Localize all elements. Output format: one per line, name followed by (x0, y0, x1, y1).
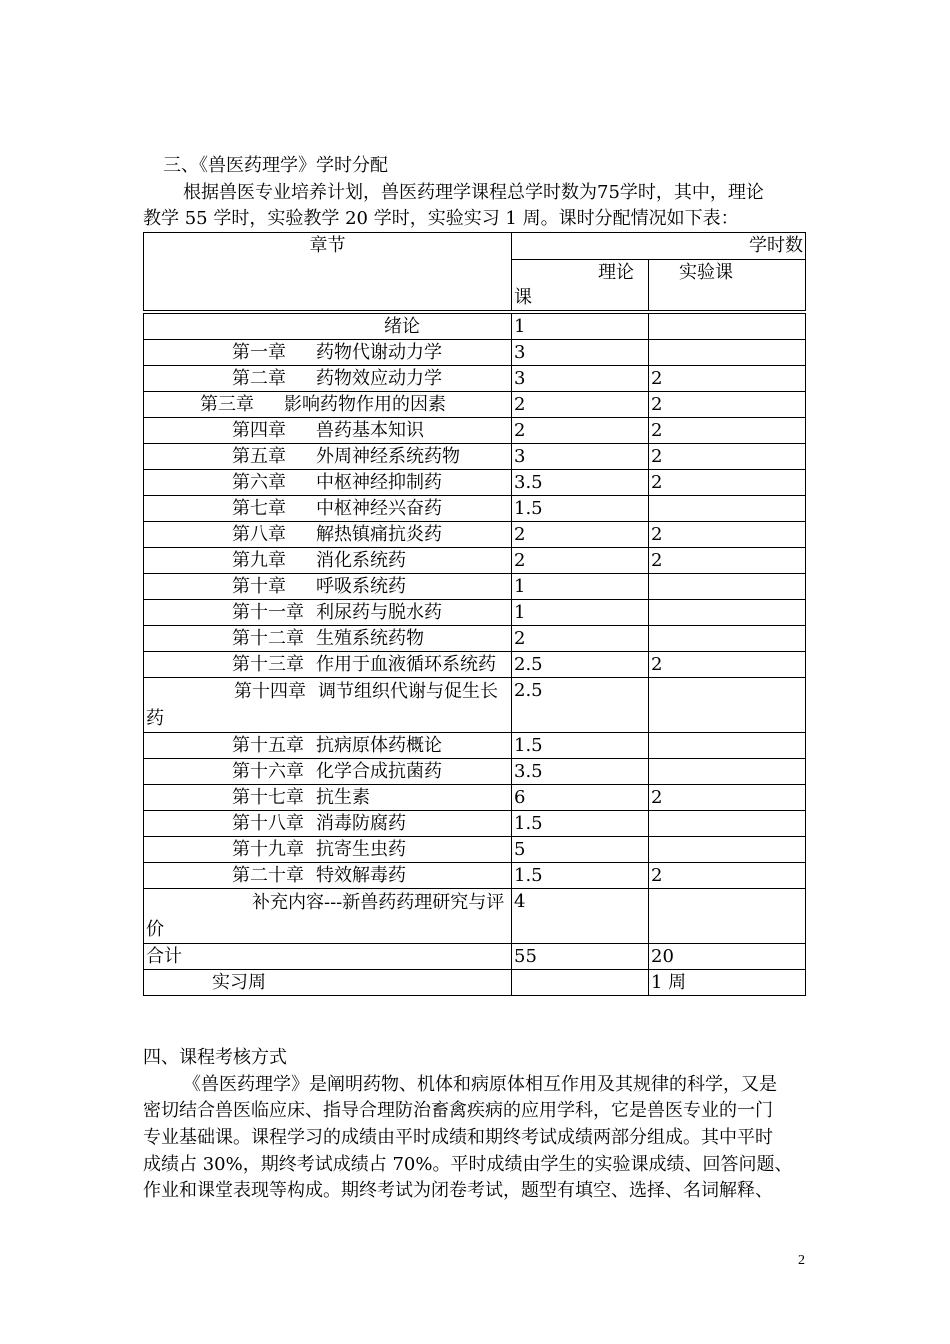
lab-hours-cell (649, 837, 806, 863)
chapter-number: 第十六章 (232, 761, 304, 782)
chapter-title: 兽药基本知识 (316, 420, 424, 441)
section4-line2: 密切结合兽医临应床、指导合理防治畜禽疾病的应用学科，它是兽医专业的一门 (143, 1100, 773, 1121)
table-row (144, 759, 806, 785)
table-row (144, 314, 806, 340)
lab-hours-cell: 2 (649, 366, 806, 392)
chapter-title: 绪论 (384, 316, 420, 337)
lab-hours-cell (649, 678, 806, 733)
lab-hours-cell: 2 (649, 548, 806, 574)
header-chapter: 章节 (144, 233, 512, 311)
section3-intro-line1: 根据兽医专业培养计划，兽医药理学课程总学时数为75学时，其中，理论 (183, 182, 764, 203)
chapter-title: 解热镇痛抗炎药 (316, 524, 442, 545)
theory-hours-cell: 1 (512, 600, 649, 626)
chapter-title: 特效解毒药 (316, 865, 406, 886)
theory-hours-cell: 5 (512, 837, 649, 863)
chapter-cell (144, 366, 512, 392)
total-lab: 20 (649, 944, 806, 970)
section4-line3: 专业基础课。课程学习的成绩由平时成绩和期终考试成绩两部分组成。其中平时 (143, 1127, 773, 1148)
chapter-number: 第十五章 (232, 735, 304, 756)
table-row (144, 548, 806, 574)
chapter-number: 第六章 (232, 472, 286, 493)
chapter-cell (144, 392, 512, 418)
chapter-cell (144, 863, 512, 889)
theory-hours-cell: 3.5 (512, 759, 649, 785)
lab-hours-cell: 2 (649, 652, 806, 678)
chapter-cell (144, 600, 512, 626)
chapter-cell (144, 522, 512, 548)
theory-hours-cell: 2 (512, 418, 649, 444)
chapter-title: 抗病原体药概论 (316, 735, 442, 756)
chapter-cell (144, 652, 512, 678)
theory-hours-cell: 1 (512, 314, 649, 340)
chapter-cell (144, 340, 512, 366)
lab-hours-cell (649, 626, 806, 652)
table-row (144, 522, 806, 548)
table-row (144, 863, 806, 889)
table-row (144, 496, 806, 522)
chapter-number: 第二十章 (232, 865, 304, 886)
chapter-title: 利尿药与脱水药 (316, 602, 442, 623)
chapter-cell (144, 496, 512, 522)
theory-hours-cell: 2 (512, 392, 649, 418)
chapter-title: 药物代谢动力学 (316, 342, 442, 363)
chapter-number: 第八章 (232, 524, 286, 545)
chapter-cell (144, 837, 512, 863)
chapter-title: 化学合成抗菌药 (316, 761, 442, 782)
chapter-number: 第十一章 (232, 602, 304, 623)
lab-hours-cell (649, 600, 806, 626)
supplement-title: 补充内容---新兽药药理研究与评价 (144, 889, 512, 944)
chapter-number: 第三章 (200, 394, 254, 415)
table-row (144, 418, 806, 444)
section4-heading: 四、课程考核方式 (143, 1047, 287, 1068)
chapter-number: 第十章 (232, 576, 286, 597)
theory-hours-cell: 2 (512, 548, 649, 574)
chapter-cell (144, 785, 512, 811)
table-row (144, 652, 806, 678)
chapter-number: 第九章 (232, 550, 286, 571)
table-row (144, 733, 806, 759)
lab-hours-cell: 2 (649, 863, 806, 889)
lab-hours-cell: 2 (649, 470, 806, 496)
chapter-cell (144, 418, 512, 444)
chapter-cell (144, 470, 512, 496)
header-theory-line2: 课 (514, 287, 532, 308)
lab-hours-cell: 2 (649, 444, 806, 470)
table-row (144, 574, 806, 600)
table-row (144, 444, 806, 470)
chapter-title: 抗寄生虫药 (316, 839, 406, 860)
hours-table (143, 232, 806, 996)
lab-hours-cell (649, 574, 806, 600)
chapter-title: 调节组织代谢与促生长药 (146, 681, 498, 729)
chapter-title: 中枢神经兴奋药 (316, 498, 442, 519)
theory-hours-cell: 1.5 (512, 811, 649, 837)
theory-hours-cell: 3 (512, 340, 649, 366)
theory-hours-cell: 2 (512, 626, 649, 652)
header-hours: 学时数 (512, 233, 806, 260)
theory-hours-cell: 2.5 (512, 652, 649, 678)
theory-hours-cell: 1.5 (512, 496, 649, 522)
lab-hours-cell: 2 (649, 418, 806, 444)
section4-line4: 成绩占 30%，期终考试成绩占 70%。平时成绩由学生的实验课成绩、回答问题、 (143, 1154, 793, 1175)
chapter-cell (144, 733, 512, 759)
lab-hours-cell (649, 340, 806, 366)
theory-hours-cell: 2 (512, 522, 649, 548)
section4-line5: 作业和课堂表现等构成。期终考试为闭卷考试，题型有填空、选择、名词解释、 (143, 1180, 773, 1201)
chapter-number: 第四章 (232, 420, 286, 441)
theory-hours-cell: 1.5 (512, 733, 649, 759)
chapter-number: 第十四章 (234, 681, 306, 702)
lab-hours-cell: 2 (649, 522, 806, 548)
lab-hours-cell: 2 (649, 785, 806, 811)
lab-hours-cell (649, 496, 806, 522)
lab-hours-cell (649, 759, 806, 785)
theory-hours-cell: 6 (512, 785, 649, 811)
chapter-number: 第十八章 (232, 813, 304, 834)
chapter-cell (144, 626, 512, 652)
lab-hours-cell (649, 314, 806, 340)
theory-hours-cell: 4 (512, 889, 649, 944)
lab-hours-cell (649, 733, 806, 759)
chapter-number: 第十二章 (232, 628, 304, 649)
section3-intro-line2: 教学 55 学时，实验教学 20 学时，实验实习 1 周。课时分配情况如下表： (143, 208, 739, 229)
table-row (144, 837, 806, 863)
supplement-row (144, 889, 806, 944)
header-theory (512, 260, 649, 311)
total-theory: 55 (512, 944, 649, 970)
table-row (144, 392, 806, 418)
chapter-number: 第十三章 (232, 654, 304, 675)
chapter-cell (144, 548, 512, 574)
section3-heading: 三、《兽医药理学》学时分配 (163, 155, 388, 176)
table-row (144, 785, 806, 811)
chapter-number: 第七章 (232, 498, 286, 519)
theory-hours-cell: 2.5 (512, 678, 649, 733)
table-header-row (144, 233, 806, 260)
chapter-title: 消化系统药 (316, 550, 406, 571)
table-row (144, 600, 806, 626)
chapter-title: 中枢神经抑制药 (316, 472, 442, 493)
header-theory-line1: 理论 (598, 262, 634, 283)
chapter-number: 第十九章 (232, 839, 304, 860)
chapter-title: 作用于血液循环系统药 (316, 654, 496, 675)
practice-label: 实习周 (144, 970, 512, 996)
practice-lab: 1 周 (649, 970, 806, 996)
theory-hours-cell: 3.5 (512, 470, 649, 496)
chapter-title: 呼吸系统药 (316, 576, 406, 597)
practice-theory (512, 970, 649, 996)
lab-hours-cell: 2 (649, 392, 806, 418)
section4-line1: 《兽医药理学》是阐明药物、机体和病原体相互作用及其规律的科学，又是 (183, 1074, 777, 1095)
chapter-cell (144, 574, 512, 600)
header-lab: 实验课 (649, 260, 806, 311)
chapter-cell (144, 444, 512, 470)
theory-hours-cell: 1 (512, 574, 649, 600)
chapter-title: 消毒防腐药 (316, 813, 406, 834)
table-row (144, 366, 806, 392)
table-row (144, 678, 806, 733)
chapter-number: 第一章 (232, 342, 286, 363)
chapter-title: 生殖系统药物 (316, 628, 424, 649)
table-row (144, 626, 806, 652)
chapter-title: 抗生素 (316, 787, 370, 808)
chapter-title: 药物效应动力学 (316, 368, 442, 389)
chapter-cell (144, 314, 512, 340)
page-number: 2 (798, 1253, 805, 1268)
total-label: 合计 (144, 944, 512, 970)
table-row (144, 340, 806, 366)
table-row (144, 811, 806, 837)
chapter-number: 第五章 (232, 446, 286, 467)
chapter-title: 影响药物作用的因素 (284, 394, 446, 415)
theory-hours-cell: 1.5 (512, 863, 649, 889)
table-row (144, 470, 806, 496)
lab-hours-cell (649, 811, 806, 837)
chapter-cell (144, 811, 512, 837)
chapter-number: 第二章 (232, 368, 286, 389)
chapter-number: 第十七章 (232, 787, 304, 808)
theory-hours-cell: 3 (512, 366, 649, 392)
lab-hours-cell (649, 889, 806, 944)
theory-hours-cell: 3 (512, 444, 649, 470)
chapter-cell (144, 759, 512, 785)
chapter-cell (144, 678, 512, 733)
practice-row (144, 970, 806, 996)
total-row (144, 944, 806, 970)
chapter-title: 外周神经系统药物 (316, 446, 460, 467)
